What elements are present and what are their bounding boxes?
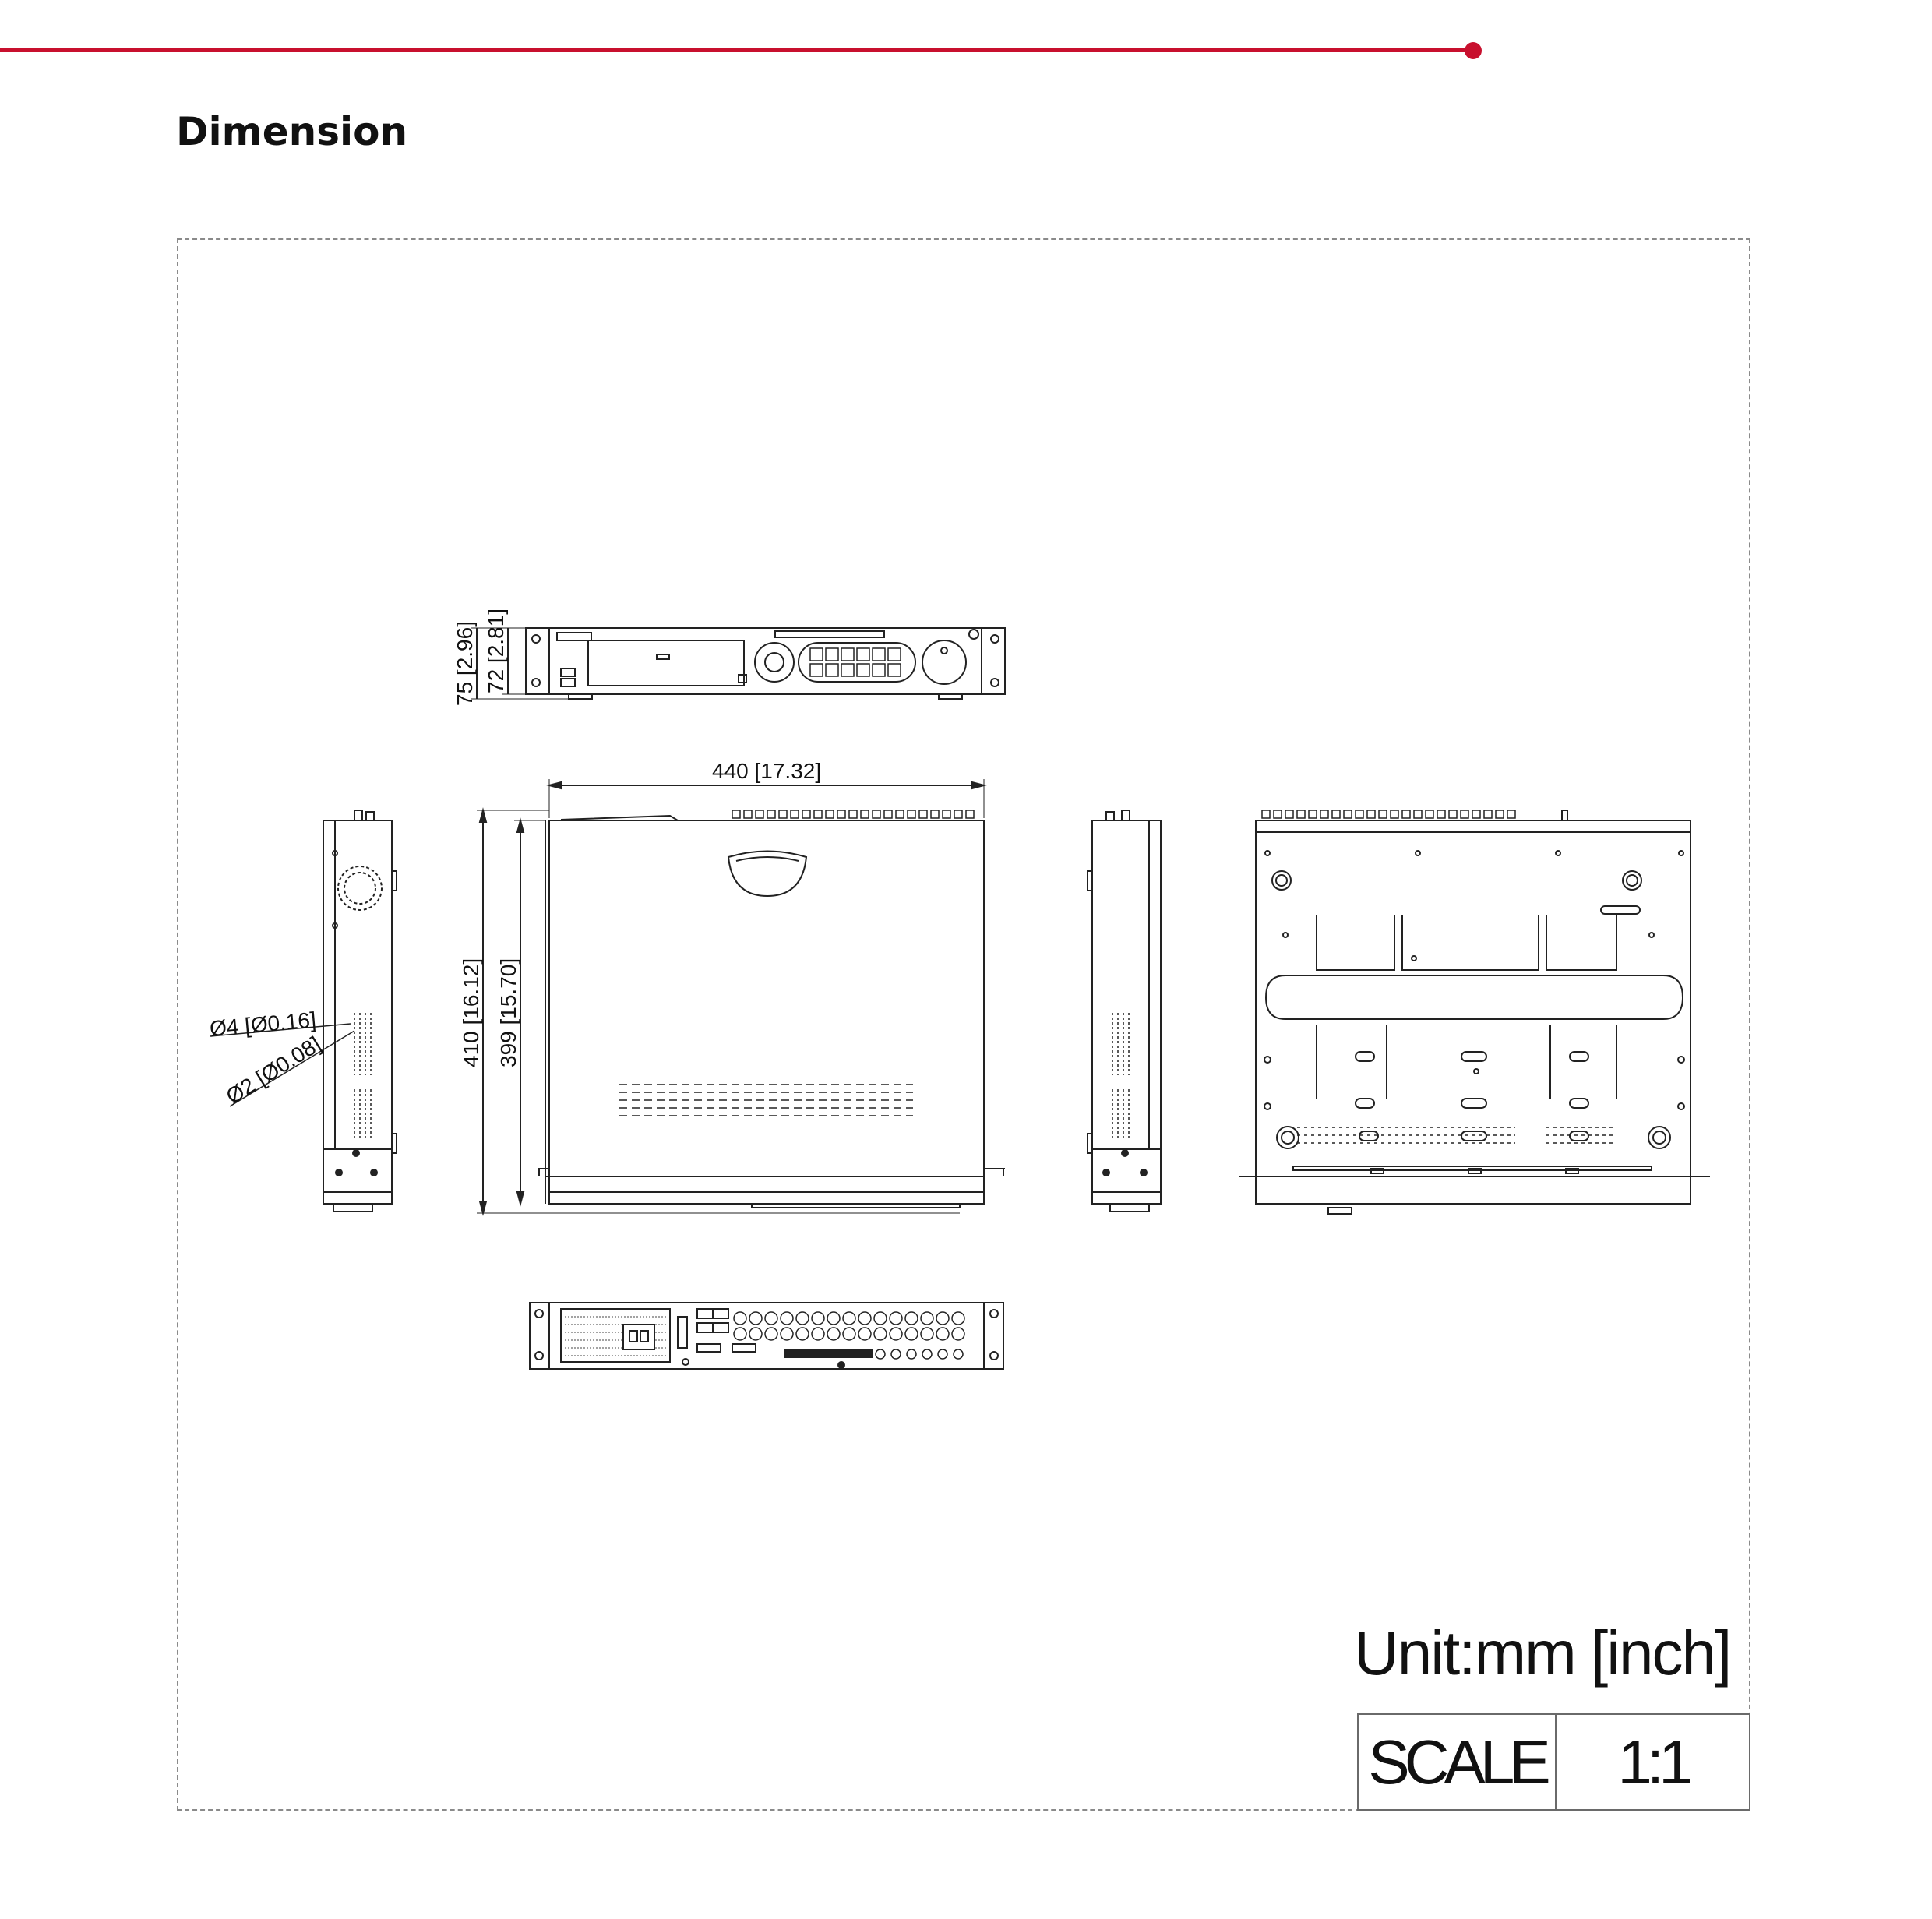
- top-width-label: 440 [17.32]: [712, 759, 822, 783]
- depth-outer-label: 410 [16.12]: [459, 958, 483, 1067]
- scale-value: 1:1: [1617, 1727, 1688, 1797]
- rear-view: [530, 1303, 1003, 1369]
- bottom-view: [1239, 810, 1710, 1214]
- depth-inner-label: 399 [15.70]: [496, 958, 520, 1067]
- front-height-outer-label: 75 [2.96]: [453, 621, 477, 706]
- scale-label: SCALE: [1359, 1715, 1557, 1809]
- unit-label: Unit:mm [inch]: [1354, 1618, 1731, 1688]
- section-title: Dimension: [176, 109, 408, 154]
- top-view: [477, 779, 1005, 1213]
- front-view: [471, 628, 1005, 699]
- hole-large-label: Ø4 [Ø0.16]: [208, 1007, 317, 1041]
- front-height-inner-label: 72 [2.81]: [484, 609, 508, 693]
- hole-small-label: Ø2 [Ø0.08]: [221, 1032, 326, 1109]
- scale-table: [1357, 1713, 1750, 1811]
- right-side-view: [1088, 810, 1161, 1212]
